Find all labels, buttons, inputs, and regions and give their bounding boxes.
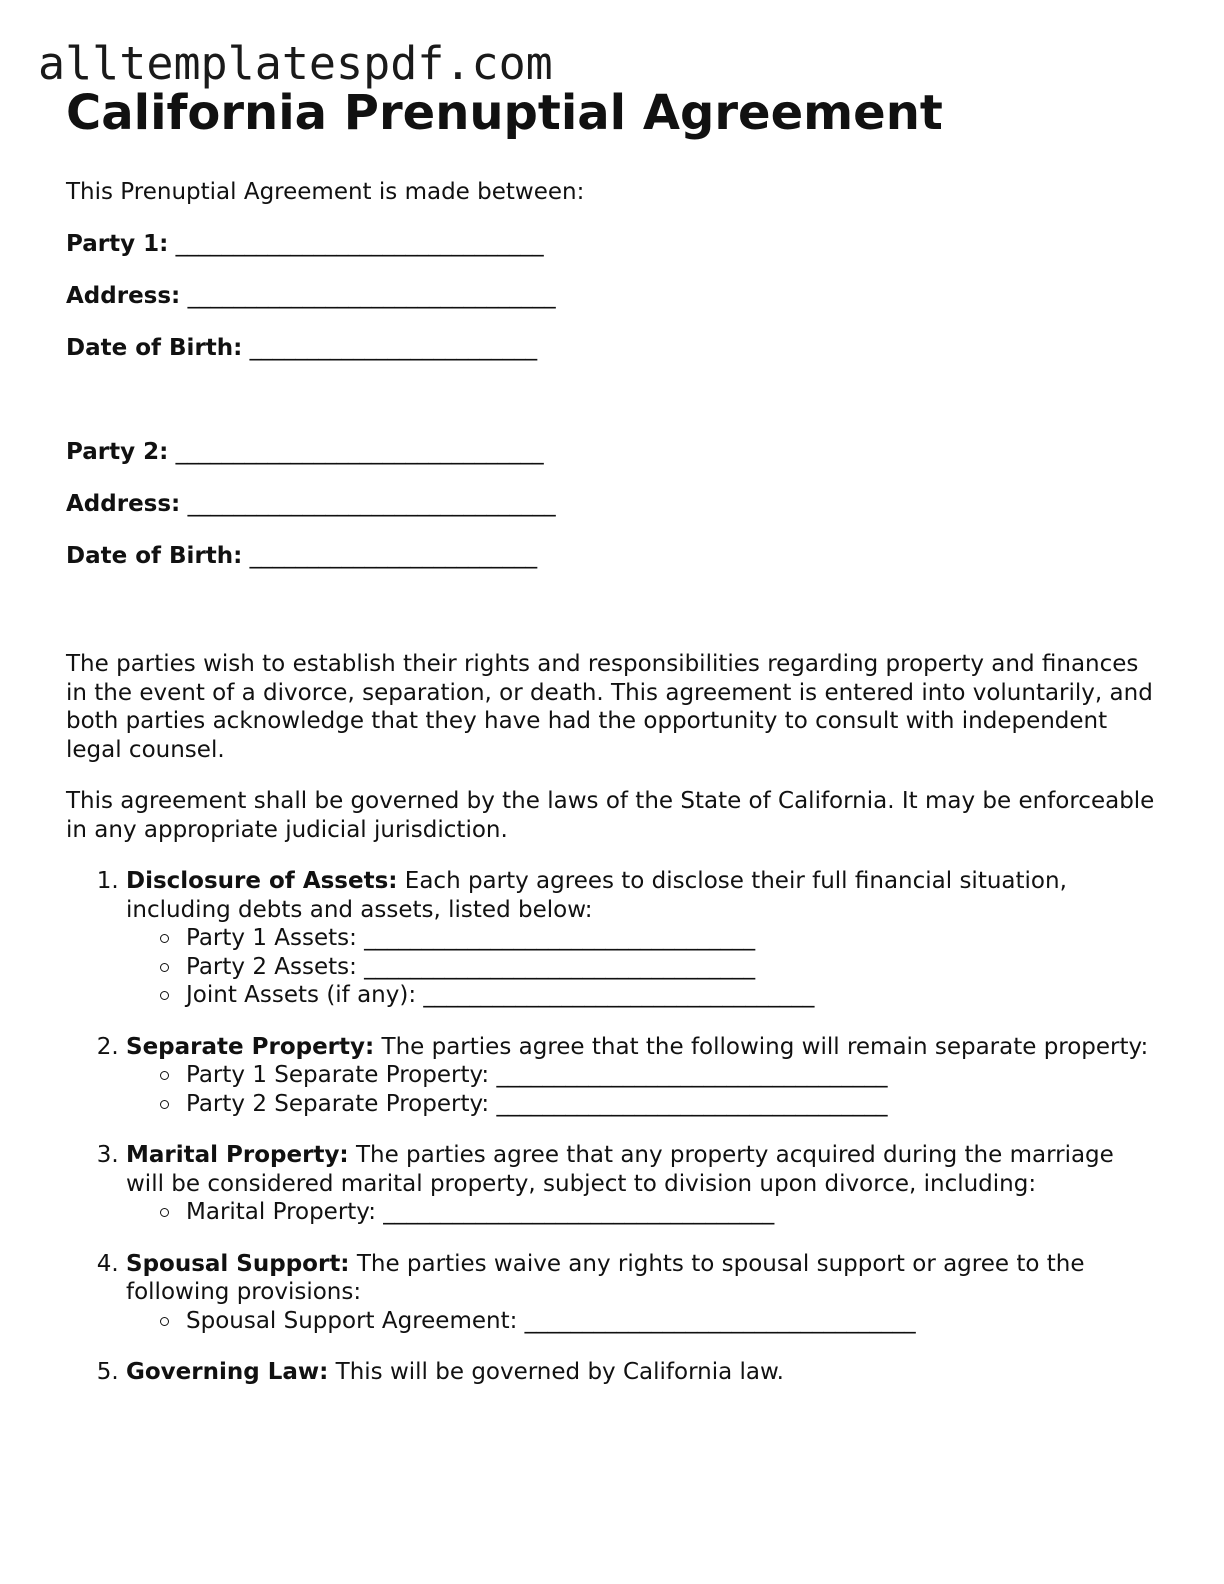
clause-items xyxy=(126,1307,1156,1336)
party1-address-label: Address: xyxy=(66,283,181,309)
party1-dob-blank[interactable]: _________________________ xyxy=(249,335,538,361)
document xyxy=(66,84,1156,1410)
clause-governing-law xyxy=(126,1358,1156,1387)
marital-property-field[interactable]: Marital Property: __________________________________ xyxy=(160,1198,1156,1227)
party2-assets-field[interactable]: Party 2 Assets: __________________________________ xyxy=(160,953,1156,982)
clause-heading: Governing Law: xyxy=(126,1359,329,1385)
party2-dob-field[interactable] xyxy=(66,542,1156,570)
party1-name-blank[interactable]: ________________________________ xyxy=(175,231,544,257)
clause-text: This will be governed by California law. xyxy=(328,1359,784,1385)
joint-assets-field[interactable]: Joint Assets (if any): __________________________________ xyxy=(160,981,1156,1010)
party2-name-field[interactable] xyxy=(66,438,1156,466)
clause-items xyxy=(126,1198,1156,1227)
clause-marital-property xyxy=(126,1141,1156,1227)
clause-heading: Marital Property: xyxy=(126,1142,349,1168)
clause-text: The parties waive any rights to spousal support or agree to the following provisions: xyxy=(126,1250,1085,1305)
spousal-support-field[interactable]: Spousal Support Agreement: __________________________________ xyxy=(160,1307,1156,1336)
clause-separate-property xyxy=(126,1033,1156,1119)
party2-address-label: Address: xyxy=(66,491,181,517)
watermark: alltemplatespdf.com xyxy=(38,37,553,90)
clause-items xyxy=(126,924,1156,1010)
party2-separate-property-field[interactable]: Party 2 Separate Property: __________________________________ xyxy=(160,1090,1156,1119)
party2-address-field[interactable] xyxy=(66,490,1156,518)
clause-text: The parties agree that any property acquired during the marriage will be considered marital property, subject to division upon divorce, including: xyxy=(126,1142,1114,1197)
party2-name-blank[interactable]: ________________________________ xyxy=(175,439,544,465)
clause-list xyxy=(66,867,1156,1387)
clause-heading: Separate Property: xyxy=(126,1033,375,1060)
party1-address-field[interactable] xyxy=(66,282,1156,310)
party1-address-blank[interactable]: ________________________________ xyxy=(187,283,556,309)
party1-dob-field[interactable] xyxy=(66,334,1156,362)
clause-heading: Spousal Support: xyxy=(126,1250,350,1277)
governing-paragraph: This agreement shall be governed by the laws of the State of California. It may be enforceable in any appropriate judicial jurisdiction. xyxy=(66,788,1155,843)
purpose-paragraph: The parties wish to establish their rights and responsibilities regarding property and finances in the event of a divorce, separation, or death. This agreement is entered into voluntarily, and both parties acknowledge that they have had the opportunity to consult with independent legal counsel. xyxy=(66,651,1153,763)
clause-spousal-support xyxy=(126,1250,1156,1336)
party1-separate-property-field[interactable]: Party 1 Separate Property: __________________________________ xyxy=(160,1061,1156,1090)
clause-items xyxy=(126,1061,1156,1118)
clause-text: Each party agrees to disclose their full financial situation, including debts and assets, listed below: xyxy=(126,868,1067,923)
party1-dob-label: Date of Birth: xyxy=(66,335,243,361)
party2-dob-label: Date of Birth: xyxy=(66,543,243,569)
intro-text: This Prenuptial Agreement is made between: xyxy=(66,179,585,205)
clause-heading: Disclosure of Assets: xyxy=(126,868,398,894)
clause-disclosure-of-assets xyxy=(126,867,1156,1010)
party1-assets-field[interactable]: Party 1 Assets: __________________________________ xyxy=(160,924,1156,953)
party2-address-blank[interactable]: ________________________________ xyxy=(187,491,556,517)
party2-dob-blank[interactable]: _________________________ xyxy=(249,543,538,569)
party2-name-label: Party 2: xyxy=(66,439,169,465)
page-title: California Prenuptial Agreement xyxy=(66,85,943,141)
party1-name-label: Party 1: xyxy=(66,231,169,257)
party-spacer xyxy=(66,362,1156,414)
party1-name-field[interactable] xyxy=(66,230,1156,258)
clause-text: The parties agree that the following will remain separate property: xyxy=(374,1033,1149,1060)
